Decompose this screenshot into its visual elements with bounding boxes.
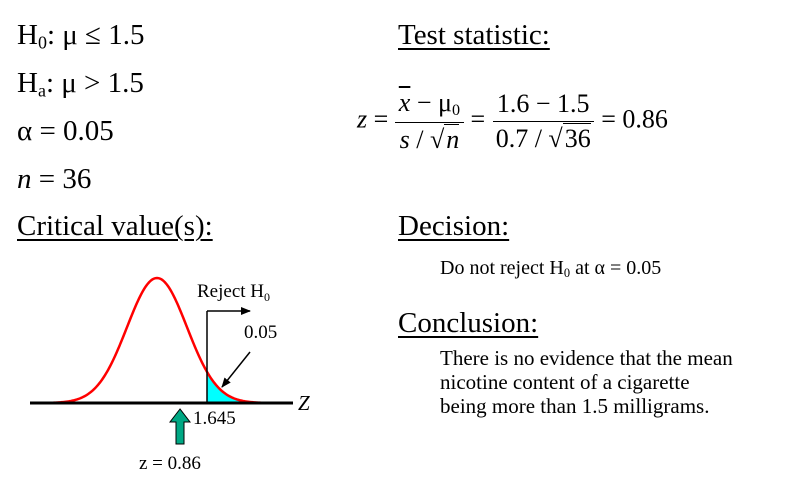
tail-area-label: 0.05: [244, 322, 278, 343]
conclusion-line-2: nicotine content of a cigarette: [440, 370, 690, 394]
conclusion-line-3: being more than 1.5 milligrams.: [440, 394, 710, 418]
reject-h0-label: Reject $H_0$: [197, 281, 271, 304]
critical-value-label: 1.645: [193, 408, 236, 429]
standardized-fraction: $\frac{\overline{x} - \mu_0}{s / √n}$: [395, 88, 464, 155]
numeric-fraction: $\frac{1.6 - 1.5}{0.7 / √36}$: [492, 89, 595, 154]
null-hypothesis: $H_0$: μ ≤ 1.5: [17, 19, 145, 53]
sample-size: n = 36: [17, 163, 92, 195]
conclusion-line-1: There is no evidence that the mean: [440, 346, 733, 370]
test-statistic-formula: z = $\frac{\overline{x} - \mu_0}{s / √n}$ = $\frac{1.6 - 1.5}{0.7 / √36}$ = 0.86: [357, 88, 668, 155]
decision-text: Do not reject $H_0$ at α = 0.05: [440, 257, 662, 281]
decision-heading: Decision:: [398, 210, 510, 242]
critical-value-heading: Critical value(s):: [17, 210, 213, 242]
alternative-hypothesis: $H_a$: μ > 1.5: [17, 67, 144, 101]
area-pointer-arrow: [222, 352, 250, 387]
observed-z-arrow: [170, 409, 190, 444]
test-statistic-heading: Test statistic:: [398, 19, 550, 51]
axis-label: Z: [298, 391, 310, 415]
significance-level: α = 0.05: [17, 115, 114, 147]
conclusion-heading: Conclusion:: [398, 307, 539, 339]
observed-z-label: z = 0.86: [139, 453, 201, 474]
